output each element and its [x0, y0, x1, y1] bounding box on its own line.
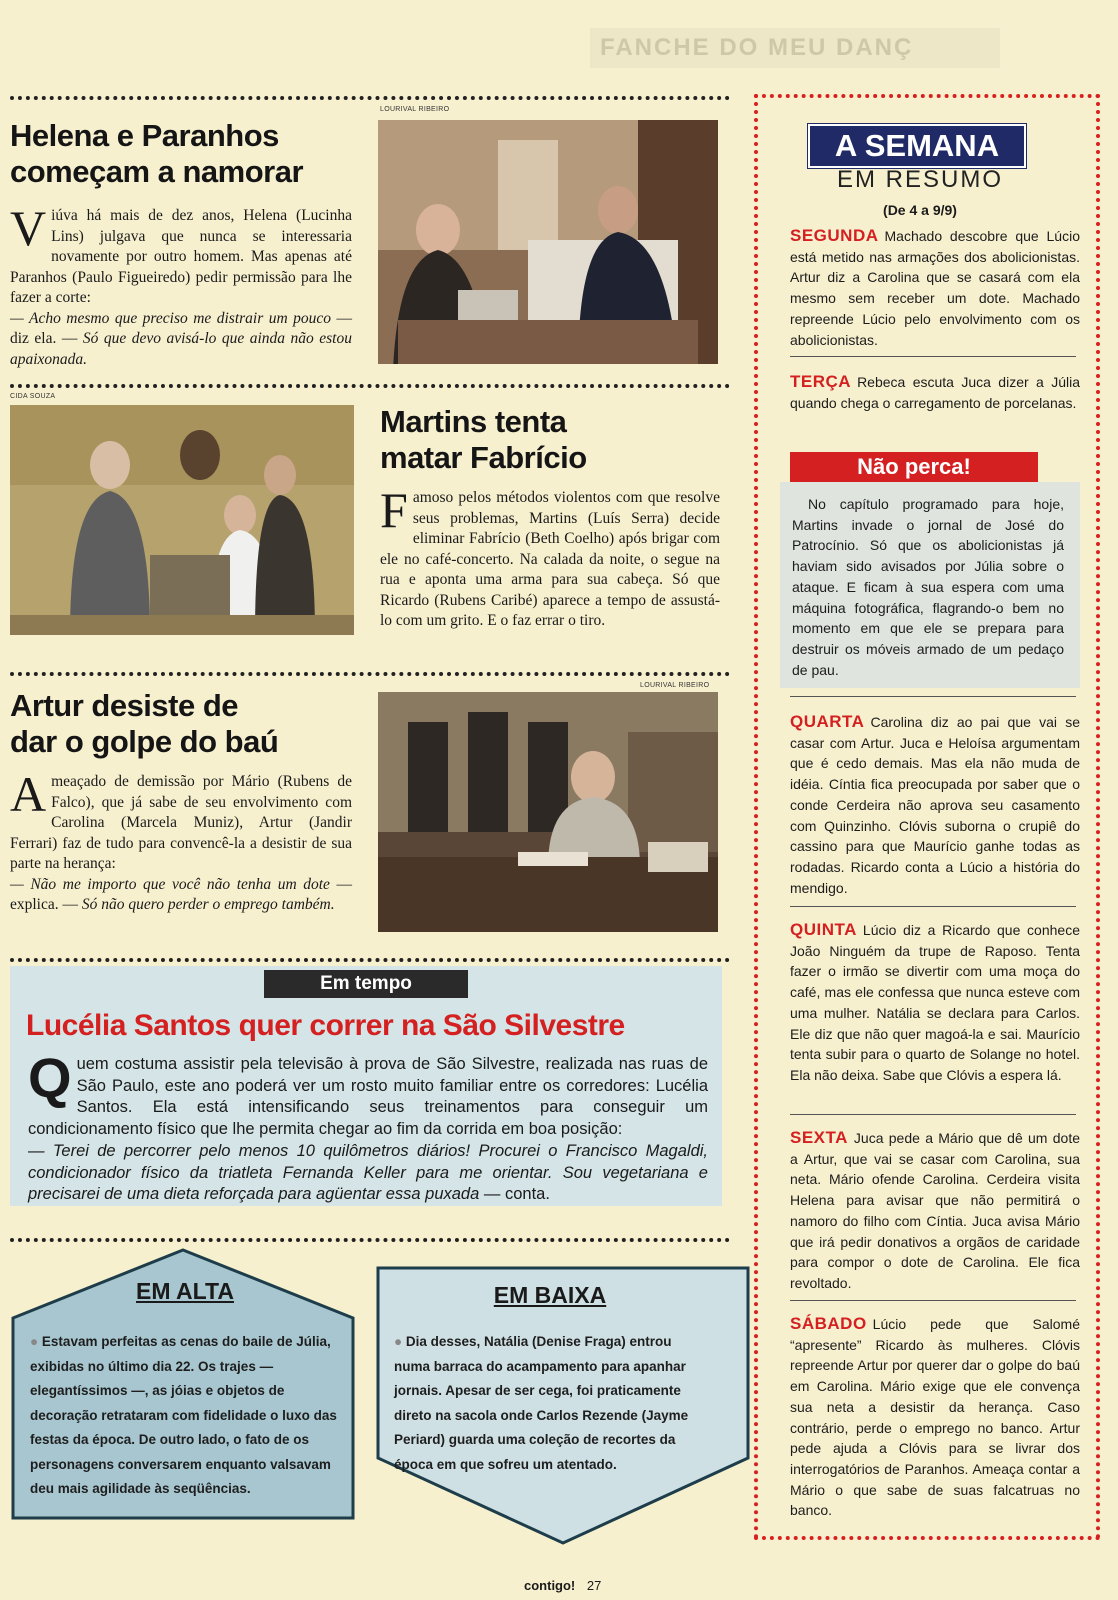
bullet-icon: ●: [394, 1334, 403, 1349]
resumo-subtitle: EM RESUMO: [836, 166, 1003, 193]
photo-artur: [378, 692, 718, 932]
photo-credit: CIDA SOUZA: [10, 393, 56, 400]
photo-helena-paranhos: [378, 120, 718, 364]
divider: [10, 1238, 730, 1242]
separator: [790, 696, 1076, 697]
dropcap: V: [10, 200, 47, 256]
bullet-icon: ●: [30, 1334, 39, 1349]
day-segunda: SEGUNDA Machado descobre que Lúcio está metido nas armações dos abolicionistas. Artur diz a Carolina que se casará com ela mesmo sem receber um dote. Machado repreende Lúcio pelo envolvimento com os abolicionistas.: [790, 226, 1080, 348]
resumo-title: A SEMANA: [808, 124, 1026, 168]
em-alta-title: EM ALTA: [136, 1278, 234, 1304]
day-sabado: SÁBADO Lúcio pede que Salomé “apresente” Ricardo às mulheres. Clóvis repreende Artur por querer dar o golpe do baú em Carolina. Mário exige que ele convença sua neta a desistir da herança. Caso contrário, perde o emprego no banco. Artur pede ajuda a Clóvis para se livrar dos interrogatórios de Paranhos. Ameaça contar a Mário o que sabe de suas falcatruas no banco.: [790, 1314, 1080, 1519]
em-tempo-tag: Em tempo: [264, 970, 468, 998]
dropcap: A: [10, 766, 47, 822]
day-sexta: SEXTA Juca pede a Mário que dê um dote a Artur, que vai se casar com Carolina, sua neta. Mário ofende Carolina. Cerdeira visita Helena para avisar que não permitirá o namoro do filho com Cíntia. Juca avisa Mário que irá pedir donativos a orgãos de caridade para compor o dote de Carolina. Ele fica revoltado.: [790, 1128, 1080, 1291]
divider: [10, 96, 730, 100]
dropcap: F: [380, 482, 408, 538]
article1-title: Helena e Paranhos começam a namorar: [10, 118, 304, 189]
article3-title: Artur desiste de dar o golpe do baú: [10, 688, 279, 759]
em-baixa-title: EM BAIXA: [493, 1282, 607, 1308]
day-quarta: QUARTA Carolina diz ao pai que vai se casar com Artur. Juca e Heloísa argumentam que é cedo demais. Mas ela não muda de idéia. Cíntia fica preocupada por saber que o conde Cerdeira não aprova seu casamento com Quinzinho. Clóvis suborna o crupiê do cassino para que Maurício ganhe todas as rodadas. Ricardo conta a Lúcio a história do mendigo.: [790, 712, 1080, 896]
page-number: 27: [586, 1578, 602, 1593]
em-tempo-body: Quem costuma assistir pela televisão à prova de São Silvestre, realizada nas ruas de São Paulo, este ano poderá ver um rosto muito familiar entre os corredores: Lucélia Santos. Ela está intensificando seus treinamentos para conseguir um condicionamento físico que lhe permita chegar ao fim da corrida em boa posição: — Terei de percorrer pelo menos 10 quilômetros diários! Procurei o Francisco Magaldi, condicionador físico da triatleta Fernanda Keller para me orientar. Sou vegetariana e precisarei de uma dieta reforçada para agüentar essa puxada — conta.: [28, 1046, 708, 1204]
em-alta-text: ● Estavam perfeitas as cenas do baile de Júlia, exibidas no último dia 22. Os trajes — elegantíssimos —, as jóias e objetos de decoração retrataram com fidelidade o luxo das festas da época. De outro lado, o fato de os personagens conversarem enquanto valsavam deu mais agilidade às seqüências.: [30, 1334, 337, 1496]
separator: [790, 1114, 1076, 1115]
photo-credit: LOURIVAL RIBEIRO: [380, 106, 450, 113]
article2-title: Martins tenta matar Fabrício: [380, 404, 587, 475]
photo-martins-fabricio: [10, 405, 354, 635]
separator: [790, 906, 1076, 907]
resumo-dates: (De 4 a 9/9): [883, 202, 957, 218]
article2-body: Famoso pelos métodos violentos com que resolve seus problemas, Martins (Luís Serra) decide eliminar Fabrício (Beth Coelho) após brigar com ele no café-concerto. Na calada da noite, o segue na rua e aponta uma arma para sua cabeça. Só que Ricardo (Rubens Caribé) aparece a tempo de assustá-lo com um grito. E o faz errar o tiro.: [380, 482, 720, 629]
magazine-name: contigo!: [524, 1578, 576, 1593]
em-tempo-title: Lucélia Santos quer correr na São Silvestre: [26, 1009, 625, 1042]
article1-body: Viúva há mais de dez anos, Helena (Lucinha Lins) julgava que nunca se interessaria novamente por outro homem. Mas apenas até Paranhos (Paulo Figueiredo) pedir permissão para lhe fazer a corte: — Acho mesmo que preciso me distrair um pouco — diz ela. — Só que devo avisá-lo que ainda não estou apaixonada.: [10, 200, 353, 368]
day-quinta: QUINTA Lúcio diz a Ricardo que conhece João Ninguém da trupe de Raposo. Tenta fazer o irmão se divertir com uma moça do café, mas ele confessa que nunca esteve com uma mulher. Natália se declara para Carlos. Ele diz que não quer magoá-la e sai. Maurício tenta subir para o quarto de Solange no hotel. Ela não deixa. Sabe que Clóvis a espera lá.: [790, 920, 1080, 1083]
day-terca: TERÇA Rebeca escuta Juca dizer a Júlia quando chega o carregamento de porcelanas.: [790, 372, 1080, 411]
nao-perca-title: Não perca!: [790, 452, 1038, 482]
nao-perca-text: No capítulo programado para hoje, Martins invade o jornal de José do Patrocínio. Só que os abolicionistas já haviam sido avisados por Júlia sobre o ataque. E ficam à sua espera com uma máquina fotográfica, flagrando-o bem no momento em que ele se prepara para destruir os móveis armado de um pedaço de pau.: [792, 496, 1064, 678]
photo-credit: LOURIVAL RIBEIRO: [640, 682, 710, 689]
divider: [10, 384, 730, 388]
dropcap: Q: [28, 1046, 72, 1109]
article3-body: Ameaçado de demissão por Mário (Rubens de Falco), que já sabe de seu envolvimento com Carolina (Marcela Muniz), Artur (Jandir Ferrari) faz de tudo para convencê-la a desistir de sua parte na herança: — Não me importo que você não tenha um dote — explica. — Só não quero perder o emprego também.: [10, 766, 352, 913]
footer: [524, 1578, 601, 1593]
separator: [790, 1300, 1076, 1301]
faded-header-text: FANCHE DO MEU DANÇ: [600, 34, 914, 61]
separator: [790, 356, 1076, 357]
divider: [10, 672, 730, 676]
divider: [10, 958, 730, 962]
em-baixa-text: ● Dia desses, Natália (Denise Fraga) entrou numa barraca do acampamento para apanhar jornais. Apesar de ser cega, foi praticamente direto na sacola onde Carlos Rezende (Jayme Periard) guarda uma coleção de recortes da época em que sofreu um atentado.: [394, 1334, 689, 1472]
